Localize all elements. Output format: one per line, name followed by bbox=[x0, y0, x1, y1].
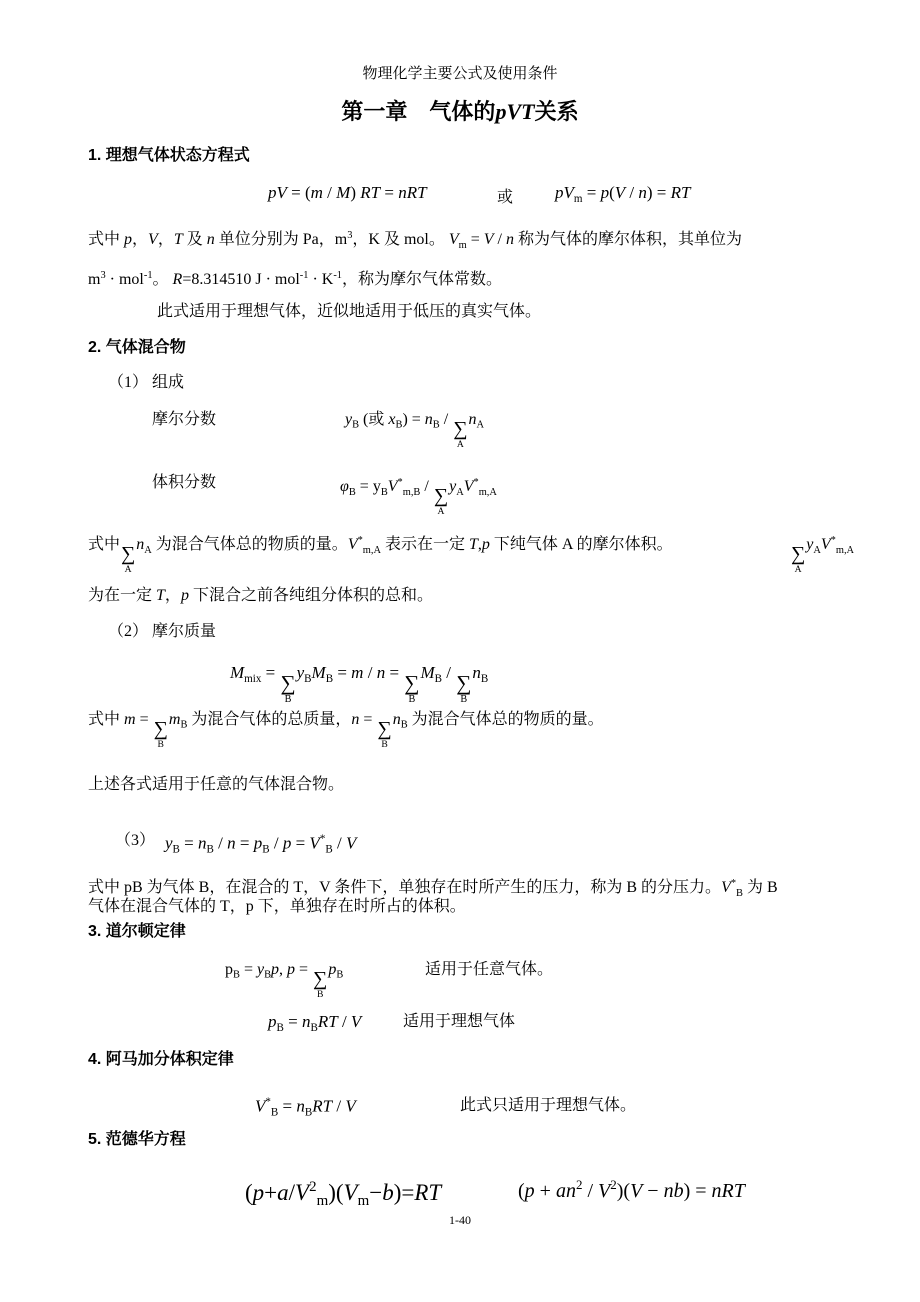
summation-symbol bbox=[154, 719, 168, 750]
formula-text: pVT bbox=[495, 99, 535, 124]
formula-text: = bbox=[291, 833, 310, 853]
formula-text: / bbox=[332, 1096, 346, 1116]
formula-text: / bbox=[420, 478, 433, 496]
formula-text: M bbox=[420, 663, 435, 682]
subscript: B bbox=[233, 969, 240, 981]
formula-text: / bbox=[269, 833, 283, 853]
formula-text: V bbox=[255, 1096, 266, 1116]
formula-text: = y bbox=[355, 478, 381, 496]
summation-index: A bbox=[794, 564, 802, 576]
formula-text: x bbox=[388, 411, 396, 428]
formula-text: y bbox=[806, 536, 814, 554]
formula-text: / bbox=[337, 1012, 351, 1031]
subscript: A bbox=[476, 419, 484, 431]
formula-text: nb bbox=[663, 1179, 684, 1202]
formula-text: V bbox=[347, 536, 358, 554]
units-text bbox=[88, 226, 742, 256]
summation-symbol bbox=[404, 670, 420, 706]
amagat-condition: 此式只适用于理想气体。 bbox=[460, 1097, 637, 1114]
chapter-title bbox=[0, 98, 920, 126]
formula-text: )= bbox=[393, 1179, 415, 1205]
subscript: B bbox=[325, 843, 333, 856]
subsection-composition: （1） 组成 bbox=[108, 374, 185, 391]
subsection-3-label: （3） bbox=[115, 832, 156, 849]
subscript: A bbox=[456, 486, 464, 498]
formula-text: pV bbox=[268, 183, 287, 202]
formula-text: b bbox=[382, 1179, 394, 1205]
formula-text: / bbox=[625, 183, 639, 202]
formula-text: p bbox=[600, 183, 610, 202]
formula-text: p bbox=[287, 961, 296, 978]
composition-explanation-2 bbox=[88, 586, 433, 606]
section-2-heading: 2. 气体混合物 bbox=[88, 339, 186, 356]
sigma-glyph: ∑ bbox=[153, 718, 168, 741]
sigma-glyph: ∑ bbox=[377, 718, 392, 741]
formula-text: p bbox=[328, 961, 337, 978]
superscript: 3 bbox=[100, 270, 106, 281]
formula-text: 。 bbox=[152, 271, 173, 289]
formula-text: p bbox=[282, 833, 292, 853]
formula-text: 表示在一定 bbox=[380, 536, 469, 554]
summation-index: A bbox=[124, 564, 132, 576]
formula-text: / bbox=[363, 663, 377, 682]
formula-text: φ bbox=[340, 478, 349, 496]
formula-text: )( bbox=[328, 1179, 344, 1205]
formula-text: = bbox=[466, 231, 484, 249]
amagat-equation bbox=[255, 1092, 356, 1122]
formula-text: an bbox=[555, 1179, 576, 1202]
superscript: * bbox=[357, 535, 363, 546]
formula-text: M bbox=[311, 663, 326, 682]
formula-text: 为在一定 bbox=[88, 587, 157, 604]
formula-text: RT bbox=[414, 1179, 442, 1205]
subscript: B bbox=[310, 1021, 318, 1034]
subscript: B bbox=[380, 486, 388, 498]
formula-text: V bbox=[345, 1096, 356, 1116]
subscript: B bbox=[270, 1106, 279, 1119]
formula-text: ( bbox=[245, 1179, 253, 1205]
formula-text: n bbox=[227, 833, 236, 853]
formula-text: n bbox=[136, 536, 145, 554]
formula-text: =8.314510 J · mol bbox=[182, 271, 300, 289]
formula-text: = bbox=[261, 663, 280, 682]
formula-text: − bbox=[642, 1179, 664, 1202]
formula-text: V bbox=[345, 833, 357, 853]
summation-index: A bbox=[456, 439, 464, 451]
subscript: m,B bbox=[402, 486, 421, 498]
formula-text: , bbox=[279, 961, 288, 978]
subscript: B bbox=[434, 672, 442, 685]
dalton-condition-2: 适用于理想气体 bbox=[403, 1013, 516, 1030]
formula-text: = bbox=[239, 961, 257, 978]
formula-text: , bbox=[477, 536, 482, 554]
formula-text: ) bbox=[350, 183, 361, 202]
formula-text: = bbox=[295, 961, 313, 978]
formula-text: = bbox=[278, 1096, 297, 1116]
summation-symbol bbox=[434, 486, 448, 517]
summation-index: B bbox=[460, 694, 468, 706]
subscript: B bbox=[180, 719, 188, 731]
formula-text: m bbox=[351, 663, 364, 682]
formula-text: R bbox=[172, 271, 183, 289]
superscript: * bbox=[473, 477, 479, 488]
superscript: * bbox=[830, 535, 836, 546]
formula-text: ( bbox=[609, 183, 615, 202]
summation-symbol bbox=[791, 544, 805, 575]
formula-text: 式中 bbox=[88, 231, 125, 249]
formula-text: m bbox=[124, 711, 136, 728]
superscript: * bbox=[319, 833, 326, 845]
sigma-glyph: ∑ bbox=[404, 670, 420, 695]
formula-text: V bbox=[463, 478, 474, 496]
formula-text: = bbox=[385, 663, 404, 682]
sigma-glyph: ∑ bbox=[456, 670, 472, 695]
subscript: m bbox=[357, 1193, 370, 1210]
formula-text: T bbox=[156, 587, 165, 604]
superscript: 2 bbox=[309, 1179, 317, 1195]
partial-volume-explanation: 气体在混合气体的 T，p 下，单独存在时所占的体积。 bbox=[88, 898, 466, 915]
subscript: B bbox=[395, 419, 403, 431]
summation-symbol bbox=[121, 544, 135, 575]
section-1-heading: 1. 理想气体状态方程式 bbox=[88, 147, 250, 164]
formula-text: · K bbox=[308, 271, 334, 289]
subscript: B bbox=[432, 419, 440, 431]
subscript: B bbox=[172, 843, 180, 856]
subscript: B bbox=[400, 719, 408, 731]
subscript: B bbox=[325, 672, 334, 685]
formula-text: 关系 bbox=[534, 99, 579, 124]
sigma-glyph: ∑ bbox=[453, 418, 468, 441]
formula-text: / bbox=[582, 1179, 599, 1202]
formula-text: 下混合之前各纯组分体积的总和。 bbox=[188, 587, 433, 604]
section-3-heading: 3. 道尔顿定律 bbox=[88, 923, 186, 940]
formula-text: ) = bbox=[683, 1179, 712, 1202]
formula-text: 式中 bbox=[88, 711, 125, 728]
formula-text: n bbox=[198, 833, 207, 853]
formula-text: p bbox=[253, 833, 263, 853]
formula-text: = bbox=[380, 183, 399, 202]
superscript: 3 bbox=[347, 230, 353, 241]
formula-text: / bbox=[288, 1179, 296, 1205]
formula-text: V bbox=[721, 879, 731, 897]
formula-text: / bbox=[439, 411, 453, 428]
formula-text: / bbox=[322, 183, 337, 202]
formula-text: V bbox=[448, 231, 459, 249]
formula-text: ，称为摩尔气体常数。 bbox=[342, 271, 503, 289]
subscript: B bbox=[304, 672, 312, 685]
subscript: mix bbox=[244, 672, 262, 685]
summation-index: B bbox=[157, 739, 164, 751]
formula-text: n bbox=[468, 411, 477, 428]
formula-text: / bbox=[441, 663, 456, 682]
formula-text: RT bbox=[317, 1012, 338, 1031]
formula-text: nRT bbox=[711, 1179, 745, 1202]
summation-symbol bbox=[456, 670, 472, 706]
subscript: m bbox=[573, 192, 583, 205]
formula-text: RT bbox=[312, 1096, 333, 1116]
superscript: * bbox=[397, 477, 403, 488]
formula-text: V bbox=[614, 183, 626, 202]
formula-text: 为混合气体的总质量， bbox=[187, 711, 352, 728]
formula-text: T bbox=[469, 536, 478, 554]
subscript: B bbox=[352, 419, 360, 431]
subscript: B bbox=[348, 486, 356, 498]
formula-text: M bbox=[230, 663, 245, 682]
formula-text: + bbox=[264, 1179, 278, 1205]
formula-text: p bbox=[124, 231, 133, 249]
formula-text: n bbox=[301, 1012, 311, 1031]
ideal-gas-condition: 此式适用于理想气体，近似地适用于低压的真实气体。 bbox=[157, 303, 542, 320]
section-4-heading: 4. 阿马加分体积定律 bbox=[88, 1051, 234, 1068]
formula-text: = bbox=[359, 711, 377, 728]
formula-text: = bbox=[135, 711, 153, 728]
formula-text: − bbox=[369, 1179, 383, 1205]
formula-text: p bbox=[225, 961, 233, 978]
formula-text: pV bbox=[555, 183, 574, 202]
formula-text: p bbox=[252, 1179, 265, 1205]
subscript: B bbox=[336, 969, 344, 981]
subscript: m bbox=[316, 1193, 329, 1210]
summation-symbol bbox=[377, 719, 391, 750]
formula-text: 式中 bbox=[88, 536, 121, 554]
summation-symbol bbox=[280, 670, 296, 706]
superscript: -1 bbox=[333, 270, 342, 281]
superscript: 2 bbox=[610, 1177, 617, 1192]
sigma-glyph: ∑ bbox=[121, 543, 136, 566]
formula-text: / bbox=[213, 833, 228, 853]
formula-text: ，K 及 mol。 bbox=[352, 231, 449, 249]
formula-text: n bbox=[392, 711, 401, 728]
composition-explanation-tail bbox=[790, 531, 854, 575]
formula-text: a bbox=[277, 1179, 289, 1205]
formula-text: = bbox=[179, 833, 199, 853]
van-der-waals-molar-equation bbox=[245, 1173, 441, 1215]
formula-text: y bbox=[165, 833, 173, 853]
subscript: B bbox=[206, 843, 214, 856]
sigma-glyph: ∑ bbox=[433, 485, 449, 508]
dalton-condition-1: 适用于任意气体。 bbox=[425, 961, 554, 978]
mole-fraction-equation bbox=[345, 410, 484, 450]
partial-pressure-equation bbox=[165, 829, 356, 859]
ideal-gas-equation bbox=[268, 183, 427, 203]
formula-text: = ( bbox=[286, 183, 311, 202]
formula-text: V bbox=[350, 1012, 362, 1031]
formula-text: p bbox=[180, 587, 189, 604]
subscript: B bbox=[264, 969, 272, 981]
formula-text: p bbox=[481, 536, 490, 554]
subscript: m,A bbox=[362, 544, 381, 556]
formula-text: n bbox=[638, 183, 647, 202]
superscript: * bbox=[265, 1096, 271, 1108]
formula-text: V bbox=[148, 231, 158, 249]
gas-constant-text bbox=[88, 266, 502, 290]
superscript: * bbox=[730, 878, 737, 889]
formula-text: y bbox=[449, 478, 457, 496]
volume-fraction-label: 体积分数 bbox=[152, 474, 217, 491]
formula-text: T bbox=[173, 231, 183, 249]
molar-mass-equation bbox=[230, 663, 488, 705]
subscript: B bbox=[276, 1021, 284, 1034]
summation-index: B bbox=[408, 694, 416, 706]
formula-text: (或 bbox=[359, 411, 389, 428]
formula-text: = bbox=[283, 1012, 302, 1031]
formula-text: / bbox=[493, 231, 506, 249]
van-der-waals-equation bbox=[518, 1175, 745, 1201]
formula-text: 单位分别为 Pa，m bbox=[214, 231, 348, 249]
formula-text: nRT bbox=[398, 183, 427, 202]
formula-text: 为混合气体总的物质的量。 bbox=[407, 711, 604, 728]
formula-text: n bbox=[376, 663, 386, 682]
formula-text: V bbox=[295, 1179, 310, 1205]
formula-text: n bbox=[206, 231, 215, 249]
formula-text: RT bbox=[670, 183, 691, 202]
subscript: m bbox=[458, 239, 467, 251]
formula-text: 及 bbox=[182, 231, 207, 249]
formula-text: ( bbox=[518, 1179, 525, 1202]
formula-text: m bbox=[168, 711, 181, 728]
mixture-condition: 上述各式适用于任意的气体混合物。 bbox=[88, 776, 345, 793]
mole-fraction-label: 摩尔分数 bbox=[152, 411, 217, 428]
formula-text: 称为气体的摩尔体积，其单位为 bbox=[514, 231, 743, 249]
dalton-equation bbox=[225, 960, 343, 1000]
formula-text: y bbox=[256, 961, 265, 978]
formula-text: RT bbox=[360, 183, 381, 202]
subscript: B bbox=[304, 1106, 313, 1119]
subscript: m,A bbox=[478, 486, 497, 498]
sigma-glyph: ∑ bbox=[791, 543, 806, 566]
formula-text: = bbox=[333, 663, 352, 682]
subscript: B bbox=[480, 672, 489, 685]
formula-text: m bbox=[88, 271, 101, 289]
superscript: -1 bbox=[143, 270, 153, 281]
summation-index: B bbox=[381, 739, 388, 751]
formula-text: ) = bbox=[402, 411, 425, 428]
formula-text: m bbox=[310, 183, 323, 202]
summation-index: B bbox=[284, 694, 292, 706]
formula-text: V bbox=[343, 1179, 358, 1205]
summation-symbol bbox=[313, 969, 327, 1000]
or-label: 或 bbox=[497, 189, 514, 206]
subscript: A bbox=[144, 544, 152, 556]
formula-text: M bbox=[336, 183, 351, 202]
volume-fraction-equation bbox=[340, 473, 497, 517]
sigma-glyph: ∑ bbox=[313, 968, 328, 991]
composition-explanation bbox=[88, 531, 673, 575]
formula-text: = bbox=[235, 833, 254, 853]
subscript: B bbox=[262, 843, 270, 856]
superscript: 2 bbox=[575, 1177, 583, 1192]
superscript: -1 bbox=[299, 270, 309, 281]
formula-text: ) = bbox=[646, 183, 671, 202]
formula-text: p bbox=[524, 1179, 535, 1202]
formula-text: V bbox=[387, 478, 398, 496]
formula-text: ， bbox=[157, 231, 174, 249]
formula-text: = bbox=[582, 183, 601, 202]
formula-text: 式中 pB 为气体 B，在混合的 T，V 条件下，单独存在时所产生的压力，称为 B 的分压力。 bbox=[88, 879, 722, 897]
formula-text: n bbox=[424, 411, 433, 428]
formula-text: n bbox=[296, 1096, 305, 1116]
sigma-glyph: ∑ bbox=[280, 670, 296, 695]
summation-index: B bbox=[316, 989, 324, 1001]
formula-text: ， bbox=[164, 587, 181, 604]
formula-text: 为混合气体总的物质的量。 bbox=[151, 536, 348, 554]
document-header: 物理化学主要公式及使用条件 bbox=[362, 66, 558, 82]
subscript: m,A bbox=[835, 544, 855, 556]
formula-text: V bbox=[309, 833, 320, 853]
summation-symbol bbox=[453, 419, 467, 450]
formula-text: V bbox=[820, 536, 831, 554]
formula-text: ， bbox=[132, 231, 149, 249]
subscript: A bbox=[813, 544, 821, 556]
subscript: B bbox=[736, 887, 743, 899]
formula-text: n bbox=[506, 231, 514, 249]
page-number: 1-40 bbox=[449, 1213, 471, 1227]
subsection-molar-mass: （2） 摩尔质量 bbox=[108, 623, 217, 640]
formula-text: p bbox=[271, 961, 280, 978]
formula-text: n bbox=[472, 663, 481, 682]
formula-text: / bbox=[332, 833, 346, 853]
formula-text: p bbox=[268, 1012, 277, 1031]
formula-text: y bbox=[345, 411, 353, 428]
formula-text: V bbox=[598, 1179, 611, 1202]
molar-mass-explanation bbox=[88, 710, 604, 750]
formula-text: + bbox=[534, 1179, 556, 1202]
summation-index: A bbox=[437, 506, 445, 518]
dalton-ideal-equation bbox=[268, 1012, 361, 1038]
formula-text: · mol bbox=[105, 271, 144, 289]
formula-text: V bbox=[630, 1179, 643, 1202]
formula-text: V bbox=[483, 231, 494, 249]
ideal-gas-equation-molar bbox=[555, 183, 690, 209]
formula-text: 下纯气体 A 的摩尔体积。 bbox=[489, 536, 673, 554]
formula-text: 第一章 气体的 bbox=[341, 99, 496, 124]
section-5-heading: 5. 范德华方程 bbox=[88, 1131, 186, 1148]
formula-text: y bbox=[296, 663, 305, 682]
formula-text: n bbox=[351, 711, 360, 728]
formula-text: 为 B bbox=[742, 879, 778, 897]
formula-text: )( bbox=[616, 1179, 631, 1202]
